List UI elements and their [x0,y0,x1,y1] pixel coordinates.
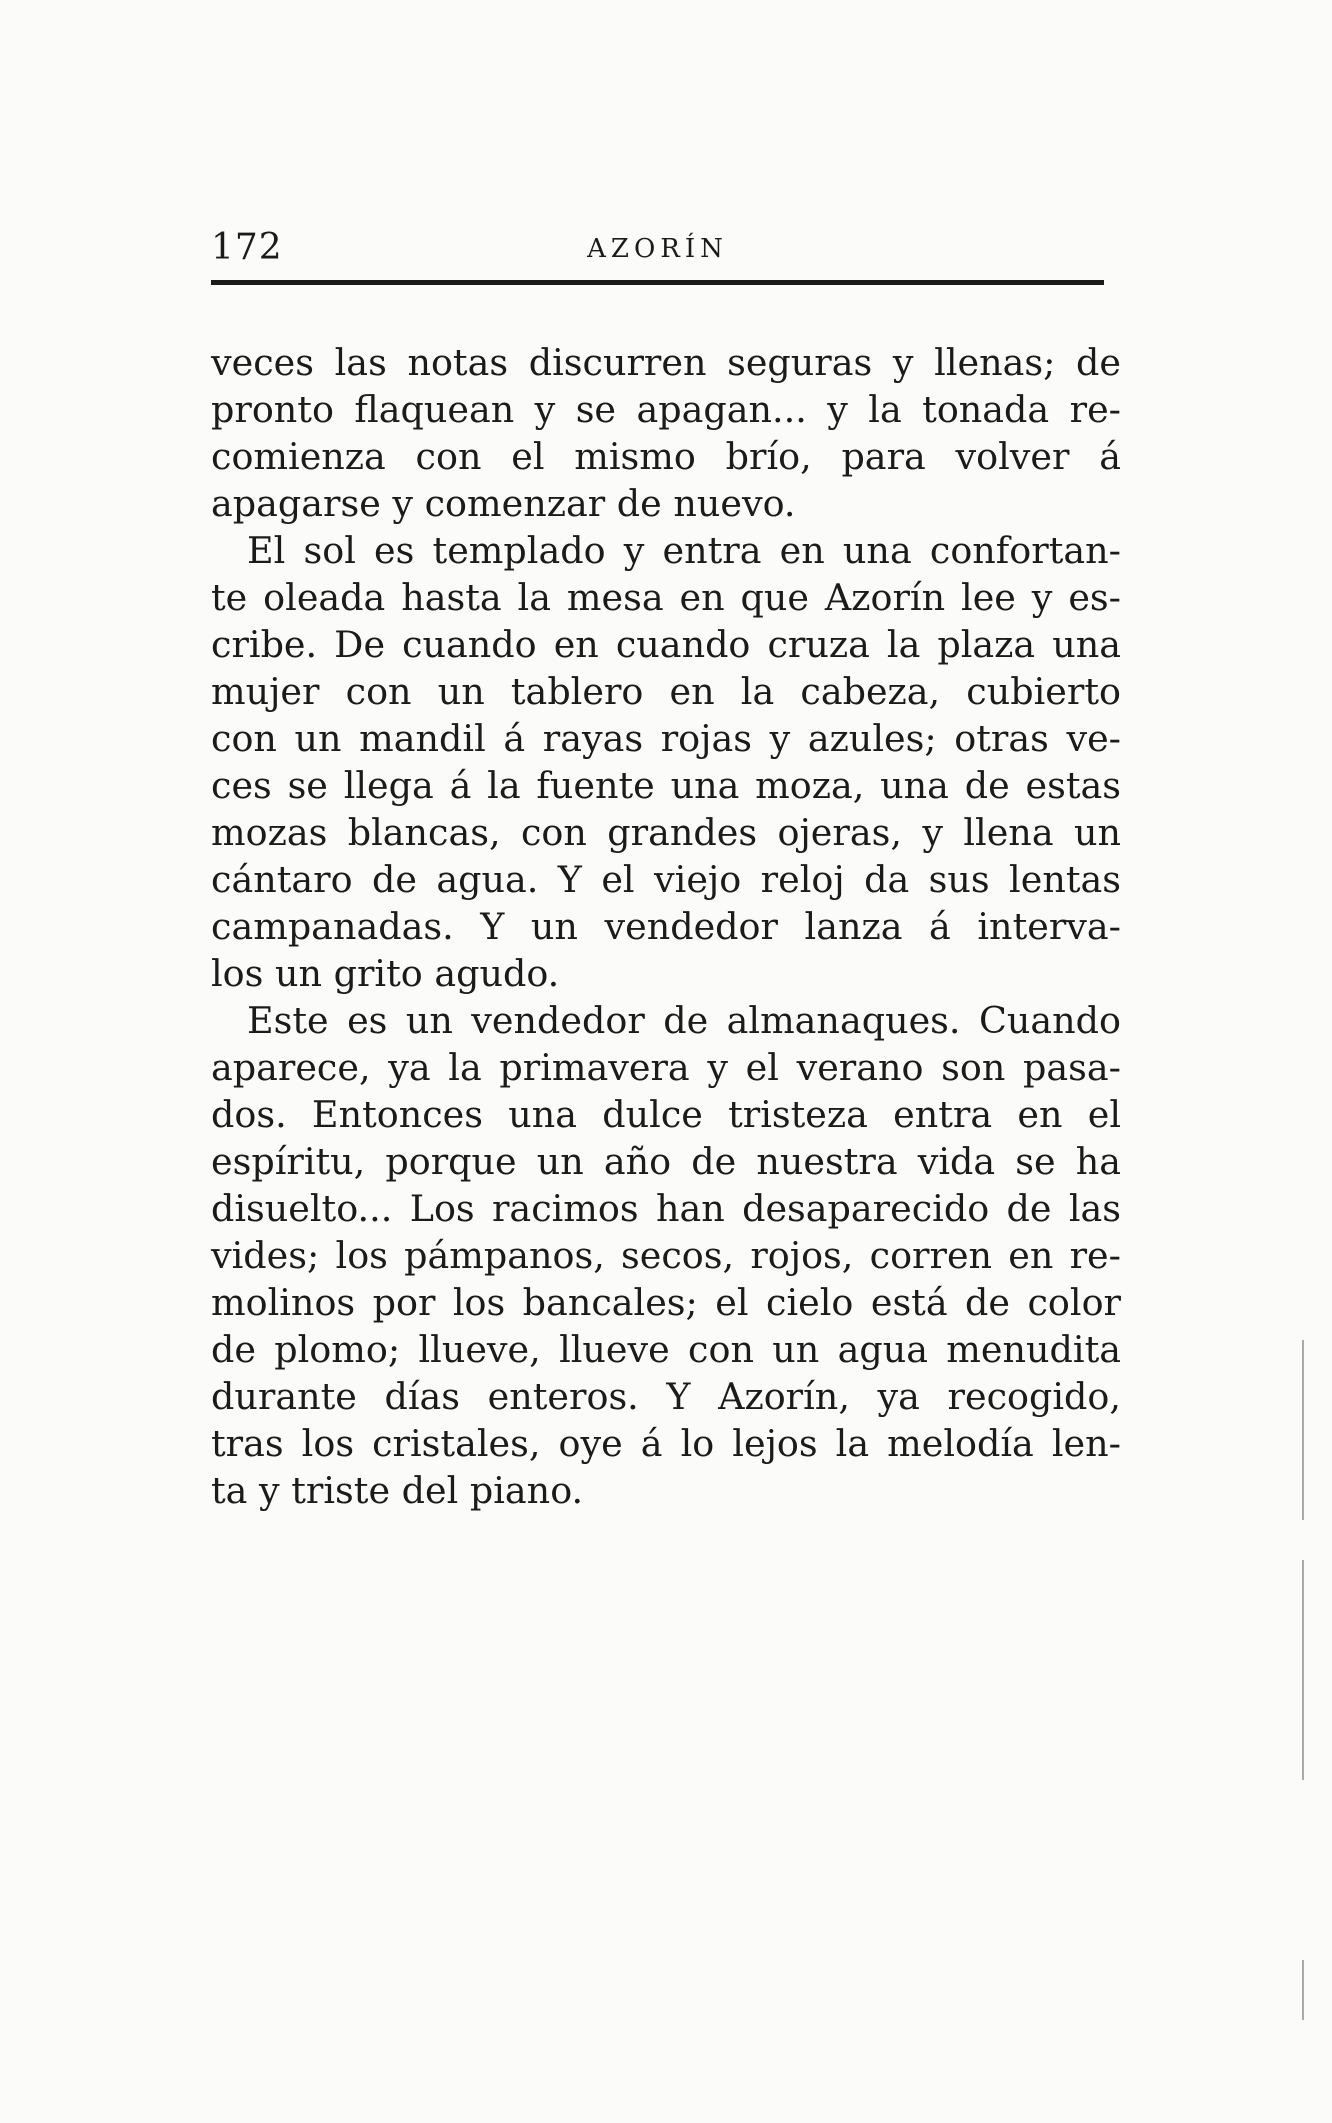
text-line: Este es un vendedor de almanaques. Cuando [247,999,1121,1042]
scan-mark [1302,1340,1304,1520]
scan-margin-marks [1292,0,1332,2123]
text-line: veces las notas discurren seguras y llenas; de [211,341,1121,384]
text-line: El sol es templado y entra en una confortan- [247,529,1121,572]
text-line: vides; los pámpanos, secos, rojos, corren en re- [211,1234,1121,1277]
running-title: AZORÍN [587,234,728,264]
text-line: de plomo; llueve, llueve con un agua menudita [211,1328,1121,1371]
text-line: ta y triste del piano. [211,1469,584,1512]
text-line: durante días enteros. Y Azorín, ya recogido, [211,1375,1121,1418]
text-line: con un mandil á rayas rojas y azules; otras ve- [211,717,1121,760]
text-line: te oleada hasta la mesa en que Azorín lee y es- [211,576,1121,619]
text-line: molinos por los bancales; el cielo está de color [211,1281,1121,1324]
text-line: mujer con un tablero en la cabeza, cubierto [211,670,1121,713]
text-line: aparece, ya la primavera y el verano son pasa- [211,1046,1121,1089]
page-number: 172 [211,227,283,268]
body-text [211,339,1121,1514]
text-line: pronto flaquean y se apagan... y la tonada re- [211,388,1121,431]
text-line: apagarse y comenzar de nuevo. [211,482,796,525]
text-line: campanadas. Y un vendedor lanza á interva- [211,905,1121,948]
text-line: cántaro de agua. Y el viejo reloj da sus lentas [211,858,1121,901]
text-line: tras los cristales, oye á lo lejos la melodía len- [211,1422,1121,1465]
header-rule [211,280,1104,285]
text-line: ces se llega á la fuente una moza, una de estas [211,764,1121,807]
scan-mark [1302,1560,1304,1780]
running-head [211,226,1104,276]
text-line: cribe. De cuando en cuando cruza la plaza una [211,623,1121,666]
text-line: disuelto... Los racimos han desaparecido de las [211,1187,1121,1230]
text-line: espíritu, porque un año de nuestra vida se ha [211,1140,1121,1183]
text-line: comienza con el mismo brío, para volver á [211,435,1121,478]
text-line: los un grito agudo. [211,952,560,995]
scan-mark [1302,1960,1304,2020]
text-line: mozas blancas, con grandes ojeras, y llena un [211,811,1121,854]
text-line: dos. Entonces una dulce tristeza entra en el [211,1093,1121,1136]
